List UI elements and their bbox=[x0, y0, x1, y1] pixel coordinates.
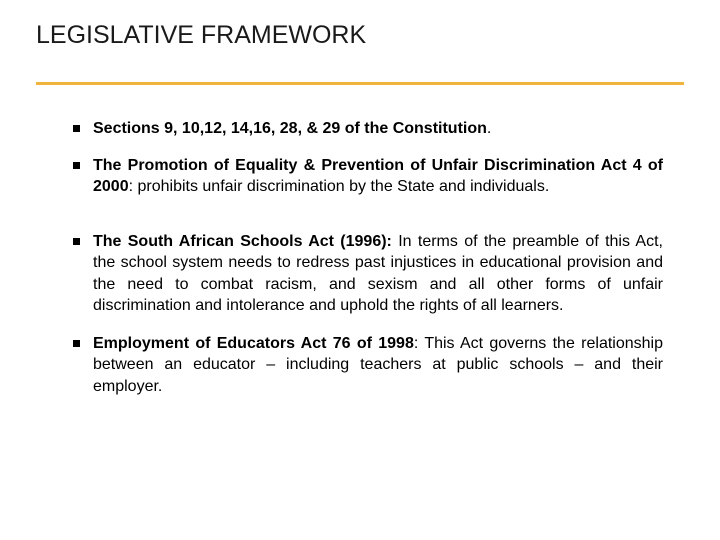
bullet-list bbox=[72, 118, 663, 397]
bullet-heading: The Promotion of Equality & Prevention of Unfair Discrimination Act 4 of 2000 bbox=[93, 156, 663, 195]
bullet-text: : This Act governs the relationship between an educator – including teachers at public schools – and their employer. bbox=[93, 334, 663, 395]
bullet-text: In terms of the preamble of this Act, the school system needs to redress past injustices in educational provision and the need to combat racism, and sexism and all other forms of unfair discrimination and intolerance and uphold the rights of all learners. bbox=[93, 232, 663, 314]
page-title: LEGISLATIVE FRAMEWORK bbox=[36, 21, 367, 49]
bullet-heading: The South African Schools Act (1996): bbox=[93, 232, 392, 250]
square-bullet-icon bbox=[73, 340, 80, 347]
title-divider bbox=[36, 82, 684, 85]
square-bullet-icon bbox=[73, 125, 80, 132]
bullet-heading: Employment of Educators Act 76 of 1998 bbox=[93, 334, 414, 352]
bullet-item-schools-act bbox=[72, 231, 663, 317]
square-bullet-icon bbox=[73, 162, 80, 169]
bullet-item-constitution bbox=[72, 118, 663, 140]
bullet-heading: Sections 9, 10,12, 14,16, 28, & 29 of the Constitution bbox=[93, 120, 487, 137]
bullet-item-equality-act bbox=[72, 155, 663, 198]
square-bullet-icon bbox=[73, 238, 80, 245]
bullet-text: : prohibits unfair discrimination by the State and individuals. bbox=[128, 178, 550, 195]
bullet-text: . bbox=[486, 120, 492, 137]
bullet-item-educators-act bbox=[72, 333, 663, 398]
